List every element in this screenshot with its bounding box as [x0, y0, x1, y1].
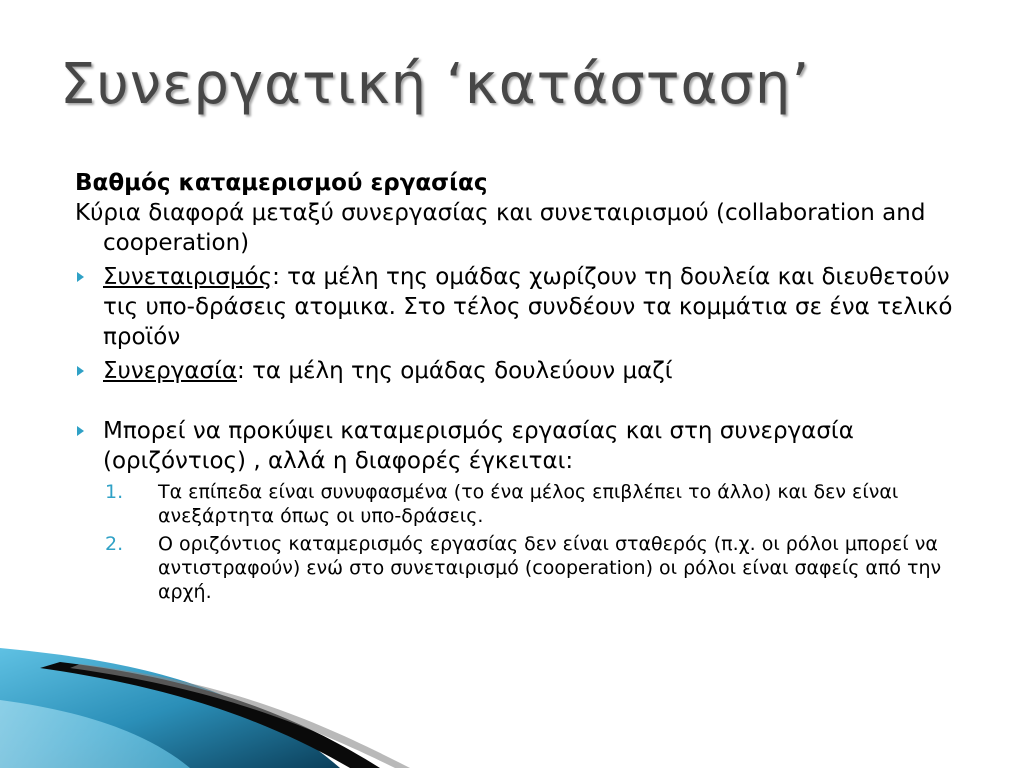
numbered-item	[103, 480, 955, 528]
section-heading: Βαθμός καταμερισμού εργασίας	[75, 170, 488, 196]
wave-shape-blue	[0, 648, 340, 768]
item-number: 1.	[105, 481, 124, 503]
slide-body	[75, 168, 955, 608]
bullet-term: Συνεταιρισμός	[103, 264, 273, 290]
wave-shape-light	[0, 700, 190, 768]
item-text: Ο οριζόντιος καταμερισμός εργασίας δεν είναι σταθερός (π.χ. οι ρόλοι μπορεί να αντιστραφούν) ενώ στο συνεταιρισμό (cooperation) οι ρόλοι είναι σαφείς από την αρχή.	[158, 533, 942, 603]
triangle-bullet-icon	[77, 426, 84, 436]
numbered-list	[75, 480, 955, 604]
item-number: 2.	[105, 533, 124, 555]
slide-title: Συνεργατική ‘κατάσταση’	[60, 52, 811, 117]
bullet-item-cooperation	[75, 262, 955, 352]
wave-stripe-gray	[70, 664, 410, 768]
bullet-text: : τα μέλη της ομάδας χωρίζουν τη δουλεία και διευθετούν τις υπο-δράσεις ατομικα. Στο τέλος συνδέουν τα κομμάτια σε ένα τελικό προϊόν	[103, 264, 953, 350]
bullet-term: Συνεργασία	[103, 358, 238, 384]
triangle-bullet-icon	[77, 272, 84, 282]
numbered-item	[103, 532, 955, 604]
triangle-bullet-icon	[77, 366, 84, 376]
wave-stripe-black	[40, 662, 380, 768]
bullet-item-collaboration	[75, 356, 955, 386]
bullet-text: Μπορεί να προκύψει καταμερισμός εργασίας και στη συνεργασία (οριζόντιος) , αλλά η διαφορές έγκειται:	[103, 418, 854, 474]
intro-text: Κύρια διαφορά μεταξύ συνεργασίας και συνεταιρισμού (collaboration and cooperation)	[75, 200, 926, 256]
item-text: Τα επίπεδα είναι συνυφασμένα (το ένα μέλος επιβλέπει το άλλο) και δεν είναι ανεξάρτητα όπως οι υπο-δράσεις.	[158, 481, 899, 527]
bullet-item-division-of-labor	[75, 416, 955, 476]
bullet-text: : τα μέλη της ομάδας δουλεύουν μαζί	[237, 358, 673, 384]
